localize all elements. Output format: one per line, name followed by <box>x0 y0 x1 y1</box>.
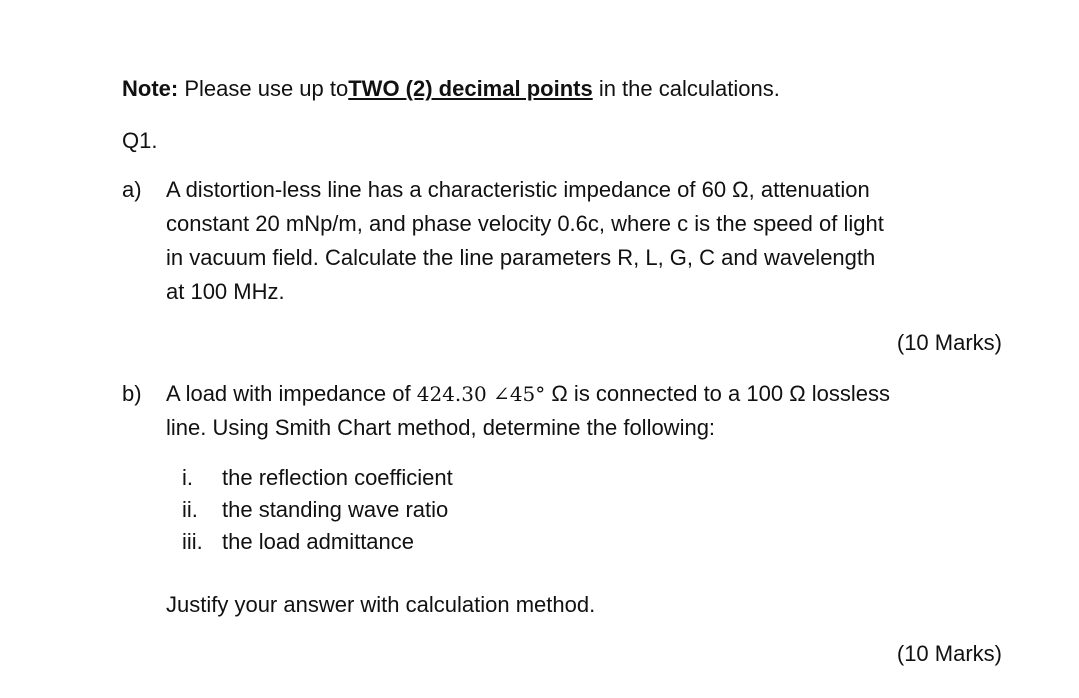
list-item-number: i. <box>182 465 193 490</box>
part-b-line-1 <box>166 377 1016 411</box>
list-item <box>166 493 766 527</box>
part-b-line-1-after: Ω is connected to a 100 Ω lossless <box>545 381 891 406</box>
note-line <box>122 72 780 106</box>
question-number: Q1. <box>122 128 158 153</box>
justify-instruction: Justify your answer with calculation method. <box>166 592 596 617</box>
part-a-line-4: at 100 MHz. <box>166 279 285 304</box>
part-a-marks: (10 Marks) <box>896 330 1002 355</box>
load-impedance-value: 424.30 ∠45° <box>416 382 546 406</box>
note-text-before: Please use up to <box>178 76 349 101</box>
list-item-number: ii. <box>182 497 198 522</box>
part-b-label: b) <box>122 381 142 406</box>
part-a-text <box>166 173 1016 309</box>
list-item <box>166 461 766 495</box>
part-b-line-1-before: A load with impedance of <box>166 381 417 406</box>
part-b-marks: (10 Marks) <box>896 641 1002 666</box>
part-b-line-2: line. Using Smith Chart method, determine the following: <box>166 415 716 440</box>
list-item-number: iii. <box>182 529 203 554</box>
part-a-line-1: A distortion-less line has a characteristic impedance of 60 Ω, attenuation <box>166 177 870 202</box>
part-b-text <box>166 377 1016 445</box>
list-item-text: the standing wave ratio <box>222 497 449 522</box>
part-a-label: a) <box>122 177 142 202</box>
part-a-line-2: constant 20 mNp/m, and phase velocity 0.6c, where c is the speed of light <box>166 211 884 236</box>
list-item <box>166 525 766 559</box>
note-emphasis: TWO (2) decimal points <box>348 76 593 101</box>
list-item-text: the load admittance <box>222 529 415 554</box>
part-a-line-3: in vacuum field. Calculate the line parameters R, L, G, C and wavelength <box>166 245 876 270</box>
list-item-text: the reflection coefficient <box>222 465 453 490</box>
note-label: Note: <box>122 76 179 101</box>
note-text-after: in the calculations. <box>592 76 780 101</box>
